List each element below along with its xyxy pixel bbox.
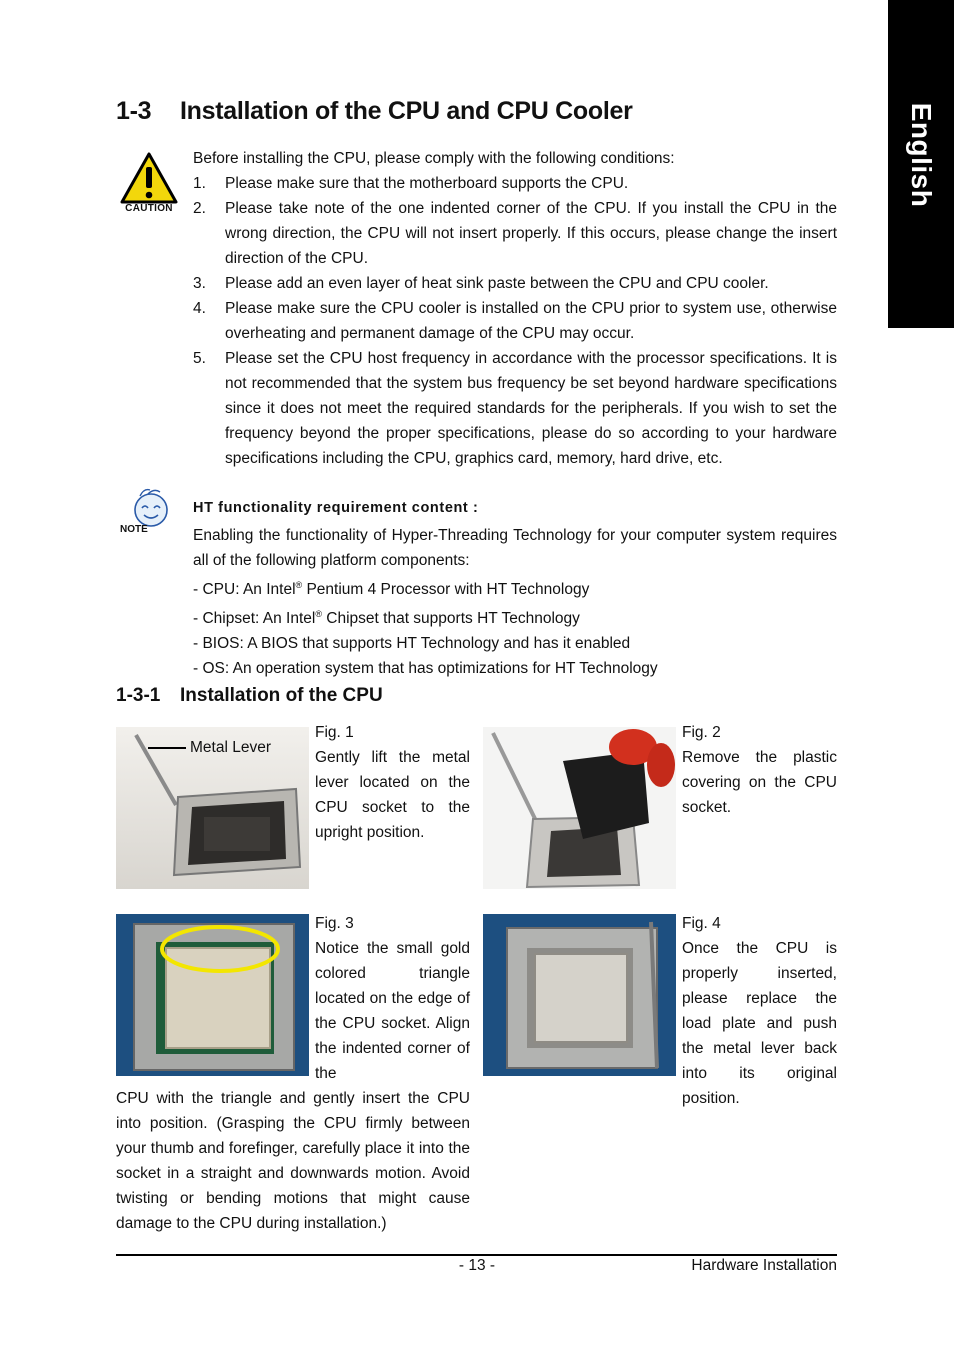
fig2-text: Remove the plastic covering on the CPU socket. [682, 749, 837, 816]
list-item: 1. Please make sure that the motherboard supports the CPU. [193, 175, 629, 192]
list-item: 3. Please add an even layer of heat sink paste between the CPU and CPU cooler. [193, 275, 769, 292]
section-title-text: Installation of the CPU and CPU Cooler [180, 97, 633, 125]
fig2-photo [483, 727, 676, 889]
fig4-text: Once the CPU is properly inserted, please replace the load plate and push the metal lever back into its original position. [682, 940, 837, 1107]
language-tab [888, 0, 954, 328]
caution-icon [118, 150, 180, 218]
footer-section: Hardware Installation [691, 1257, 837, 1274]
list-item: 5. Please set the CPU host frequency in accordance with the processor specifications. It is not recommended that the system bus frequency be set beyond hardware specifications since it does not meet the required standards for the peripherals. If you wish to set the frequency beyond the proper specifications, please do so according to your hardware specifications including the CPU, graphics card, memory, hard drive, etc. [193, 350, 837, 467]
fig2-caption [682, 720, 837, 820]
fig2-label: Fig. 2 [682, 724, 721, 741]
caution-icon-label: CAUTION [125, 203, 173, 214]
page-number: - 13 - [458, 1257, 496, 1274]
list-item: 2. Please take note of the one indented corner of the CPU. If you install the CPU in the wrong direction, the CPU will not insert properly. If this occurs, please change the insert direction of the CPU. [193, 200, 837, 267]
list-item: - OS: An operation system that has optimizations for HT Technology [193, 660, 658, 678]
fig1-label: Fig. 1 [315, 724, 354, 741]
note-icon [118, 486, 178, 538]
section-title [116, 97, 633, 126]
fig1-callout-line [148, 747, 186, 749]
note-heading: HT functionality requirement content : [193, 500, 479, 516]
fig1-caption [315, 720, 470, 845]
subsection-title-text: Installation of the CPU [180, 685, 383, 706]
list-item: - CPU: An Intel® Pentium 4 Processor with HT Technology [193, 580, 590, 599]
subsection-title [116, 685, 383, 707]
fig3-text: Notice the small gold colored triangle located on the edge of the CPU socket. Align the indented corner of the [315, 940, 470, 1082]
caution-list [193, 171, 837, 471]
note-intro: Enabling the functionality of Hyper-Threading Technology for your computer system requires all of the following platform components: [193, 527, 837, 569]
fig3-caption [315, 911, 470, 1086]
list-item: 4. Please make sure the CPU cooler is installed on the CPU prior to system use, otherwise overheating and permanent damage of the CPU may occur. [193, 300, 837, 342]
section-number: 1-3 [116, 97, 152, 125]
fig4-label: Fig. 4 [682, 915, 721, 932]
fig4-caption [682, 911, 837, 1111]
caution-intro: Before installing the CPU, please comply with the following conditions: [193, 150, 675, 167]
fig3-text-continued: CPU with the triangle and gently insert the CPU into position. (Grasping the CPU firmly between your thumb and forefinger, carefully place it into the socket in a straight and downwards motion. Avoid twisting or bending motions that might cause damage to the CPU during installation.) [116, 1090, 470, 1232]
fig1-text: Gently lift the metal lever located on the CPU socket to the upright position. [315, 749, 470, 841]
list-item: - Chipset: An Intel® Chipset that supports HT Technology [193, 609, 580, 628]
fig3-label: Fig. 3 [315, 915, 354, 932]
fig3-photo [116, 914, 309, 1076]
note-list [193, 573, 837, 681]
fig4-photo [483, 914, 676, 1076]
fig1-callout: Metal Lever [190, 739, 271, 756]
subsection-number: 1-3-1 [116, 685, 161, 706]
language-tab-label: English [906, 102, 937, 208]
note-icon-label: NOTE [120, 524, 148, 535]
list-item: - BIOS: A BIOS that supports HT Technology and has it enabled [193, 635, 631, 653]
